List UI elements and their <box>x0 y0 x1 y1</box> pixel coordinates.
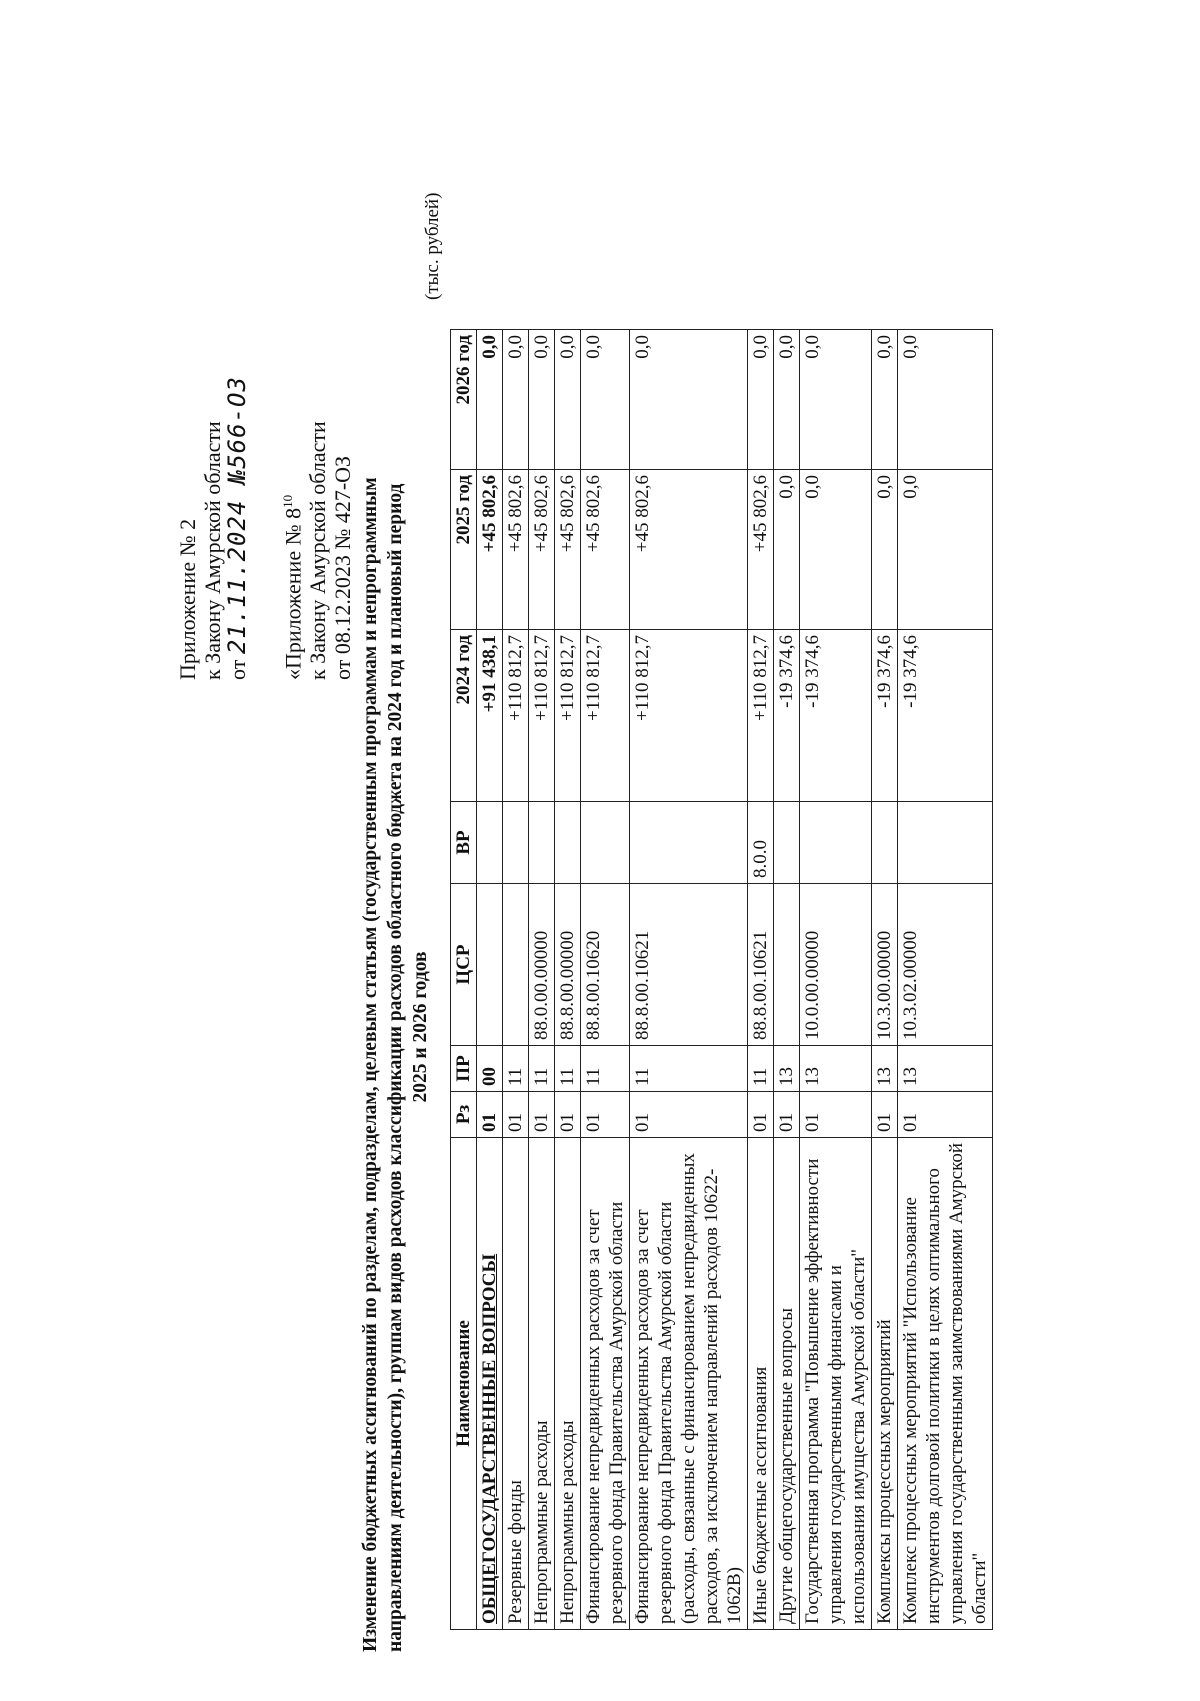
cell-csr: 10.0.00.00000 <box>800 884 872 1046</box>
table-row <box>800 330 872 1630</box>
cell-pr: 11 <box>503 1046 529 1092</box>
cell-y2026: 0,0 <box>581 330 630 470</box>
header-csr: ЦСР <box>451 884 477 1046</box>
table-row <box>774 330 800 1630</box>
header-2026: 2026 год <box>451 330 477 470</box>
table-header-row <box>451 330 477 1630</box>
cell-vr <box>581 802 630 884</box>
cell-pr: 13 <box>774 1046 800 1092</box>
cell-rz: 01 <box>774 1092 800 1138</box>
amended-law-date: от 08.12.2023 № 427-ОЗ <box>330 455 356 680</box>
rotated-document-page <box>20 40 1180 1680</box>
cell-rz: 01 <box>477 1092 503 1138</box>
budget-table <box>450 329 993 1630</box>
cell-y2024: +110 812,7 <box>555 630 581 802</box>
cell-name: Комплексы процессных мероприятий <box>872 1138 898 1630</box>
cell-rz: 01 <box>529 1092 555 1138</box>
cell-rz: 01 <box>581 1092 630 1138</box>
cell-y2026: 0,0 <box>748 330 774 470</box>
header-name: Наименование <box>451 1138 477 1630</box>
cell-y2026: 0,0 <box>477 330 503 470</box>
unit-note: (тыс. рублей) <box>422 192 443 300</box>
header-vr: ВР <box>451 802 477 884</box>
cell-csr: 10.3.00.00000 <box>872 884 898 1046</box>
cell-vr <box>630 802 748 884</box>
header-pr: ПР <box>451 1046 477 1092</box>
title-line-3: 2025 и 2026 годов <box>410 951 431 1103</box>
cell-y2024: +110 812,7 <box>748 630 774 802</box>
cell-y2025: +45 802,6 <box>630 470 748 630</box>
table-row <box>748 330 774 1630</box>
cell-pr: 13 <box>898 1046 993 1092</box>
cell-pr: 11 <box>555 1046 581 1092</box>
cell-y2025: 0,0 <box>898 470 993 630</box>
cell-y2026: 0,0 <box>774 330 800 470</box>
cell-y2024: +110 812,7 <box>581 630 630 802</box>
cell-y2024: +110 812,7 <box>503 630 529 802</box>
cell-vr <box>800 802 872 884</box>
cell-rz: 01 <box>503 1092 529 1138</box>
table-row <box>581 330 630 1630</box>
cell-vr <box>477 802 503 884</box>
header-2025: 2025 год <box>451 470 477 630</box>
cell-rz: 01 <box>898 1092 993 1138</box>
cell-name: ОБЩЕГОСУДАРСТВЕННЫЕ ВОПРОСЫ <box>477 1138 503 1630</box>
cell-y2024: +110 812,7 <box>529 630 555 802</box>
cell-rz: 01 <box>555 1092 581 1138</box>
cell-y2025: +45 802,6 <box>748 470 774 630</box>
cell-name: Финансирование непредвиденных расходов за счет резервного фонда Правительства Амурской области <box>581 1138 630 1630</box>
appendix-law-ref: к Закону Амурской области <box>200 421 225 680</box>
cell-pr: 11 <box>748 1046 774 1092</box>
cell-y2025: 0,0 <box>774 470 800 630</box>
amended-appendix-header <box>275 421 355 680</box>
cell-name: Непрограммные расходы <box>555 1138 581 1630</box>
cell-pr: 13 <box>800 1046 872 1092</box>
table-row <box>477 330 503 1630</box>
cell-csr: 88.8.00.10621 <box>630 884 748 1046</box>
cell-y2026: 0,0 <box>872 330 898 470</box>
appendix-header <box>175 376 250 680</box>
cell-y2025: 0,0 <box>872 470 898 630</box>
cell-name: Другие общегосударственные вопросы <box>774 1138 800 1630</box>
cell-y2025: +45 802,6 <box>555 470 581 630</box>
cell-name: Иные бюджетные ассигнования <box>748 1138 774 1630</box>
cell-y2024: -19 374,6 <box>872 630 898 802</box>
cell-vr: 8.0.0 <box>748 802 774 884</box>
cell-vr <box>872 802 898 884</box>
cell-y2026: 0,0 <box>555 330 581 470</box>
cell-pr: 11 <box>630 1046 748 1092</box>
table-row <box>529 330 555 1630</box>
table-body <box>477 330 993 1630</box>
amended-appendix-number: «Приложение № $8^{10}$ <box>280 494 306 680</box>
handwritten-date-number: 21.11.2024 №566-ОЗ <box>223 376 251 655</box>
cell-rz: 01 <box>872 1092 898 1138</box>
header-2024: 2024 год <box>451 630 477 802</box>
cell-vr <box>503 802 529 884</box>
cell-y2026: 0,0 <box>529 330 555 470</box>
cell-vr <box>529 802 555 884</box>
appendix-date-line <box>225 376 250 680</box>
table-row <box>555 330 581 1630</box>
cell-y2025: +45 802,6 <box>477 470 503 630</box>
title-line-2: направлениям деятельности), группам видов расходов классификации расходов областного бюджета на 2024 год и плановый период <box>385 483 406 1652</box>
amended-law-ref: к Закону Амурской области <box>305 421 331 680</box>
cell-csr: 88.8.00.10620 <box>581 884 630 1046</box>
cell-rz: 01 <box>748 1092 774 1138</box>
appendix-date-prefix: от <box>225 659 250 680</box>
cell-vr <box>898 802 993 884</box>
appendix-number: Приложение № 2 <box>175 518 200 680</box>
cell-csr: 88.0.00.00000 <box>529 884 555 1046</box>
cell-y2025: +45 802,6 <box>503 470 529 630</box>
cell-y2025: 0,0 <box>800 470 872 630</box>
header-rz: Рз <box>451 1092 477 1138</box>
cell-y2026: 0,0 <box>800 330 872 470</box>
cell-name: Непрограммные расходы <box>529 1138 555 1630</box>
cell-name: Комплекс процессных мероприятий "Использование инструментов долговой политики в целях оптимального управления государственными заимствованиями Амурской области" <box>898 1138 993 1630</box>
appendix-superscript: 10 <box>280 494 295 508</box>
cell-csr <box>503 884 529 1046</box>
cell-csr <box>477 884 503 1046</box>
cell-y2024: +91 438,1 <box>477 630 503 802</box>
cell-y2026: 0,0 <box>898 330 993 470</box>
cell-y2024: -19 374,6 <box>898 630 993 802</box>
cell-pr: 11 <box>581 1046 630 1092</box>
cell-csr <box>774 884 800 1046</box>
table-row <box>898 330 993 1630</box>
cell-name: Государственная программа "Повышение эффективности управления государственными финансами и использования имущества Амурской области" <box>800 1138 872 1630</box>
cell-pr: 13 <box>872 1046 898 1092</box>
table-row <box>630 330 748 1630</box>
cell-y2024: +110 812,7 <box>630 630 748 802</box>
cell-csr: 10.3.02.00000 <box>898 884 993 1046</box>
table-row <box>872 330 898 1630</box>
cell-pr: 11 <box>529 1046 555 1092</box>
cell-rz: 01 <box>630 1092 748 1138</box>
cell-y2024: -19 374,6 <box>800 630 872 802</box>
cell-csr: 88.8.00.10621 <box>748 884 774 1046</box>
cell-name: Финансирование непредвиденных расходов за счет резервного фонда Правительства Амурской области (расходы, связанные с финансированием непредвиденных расходов, за исключением направлений расходов 10622-1062В) <box>630 1138 748 1630</box>
cell-vr <box>555 802 581 884</box>
cell-y2026: 0,0 <box>503 330 529 470</box>
cell-vr <box>774 802 800 884</box>
table-row <box>503 330 529 1630</box>
cell-y2025: +45 802,6 <box>581 470 630 630</box>
cell-rz: 01 <box>800 1092 872 1138</box>
cell-name: Резервные фонды <box>503 1138 529 1630</box>
title-line-1: Изменение бюджетных ассигнований по разделам, подразделам, целевым статьям (государственным программам и непрограммным <box>360 477 381 1652</box>
cell-csr: 88.8.00.00000 <box>555 884 581 1046</box>
cell-y2025: +45 802,6 <box>529 470 555 630</box>
cell-y2026: 0,0 <box>630 330 748 470</box>
cell-y2024: -19 374,6 <box>774 630 800 802</box>
cell-pr: 00 <box>477 1046 503 1092</box>
document-title <box>358 402 433 1652</box>
